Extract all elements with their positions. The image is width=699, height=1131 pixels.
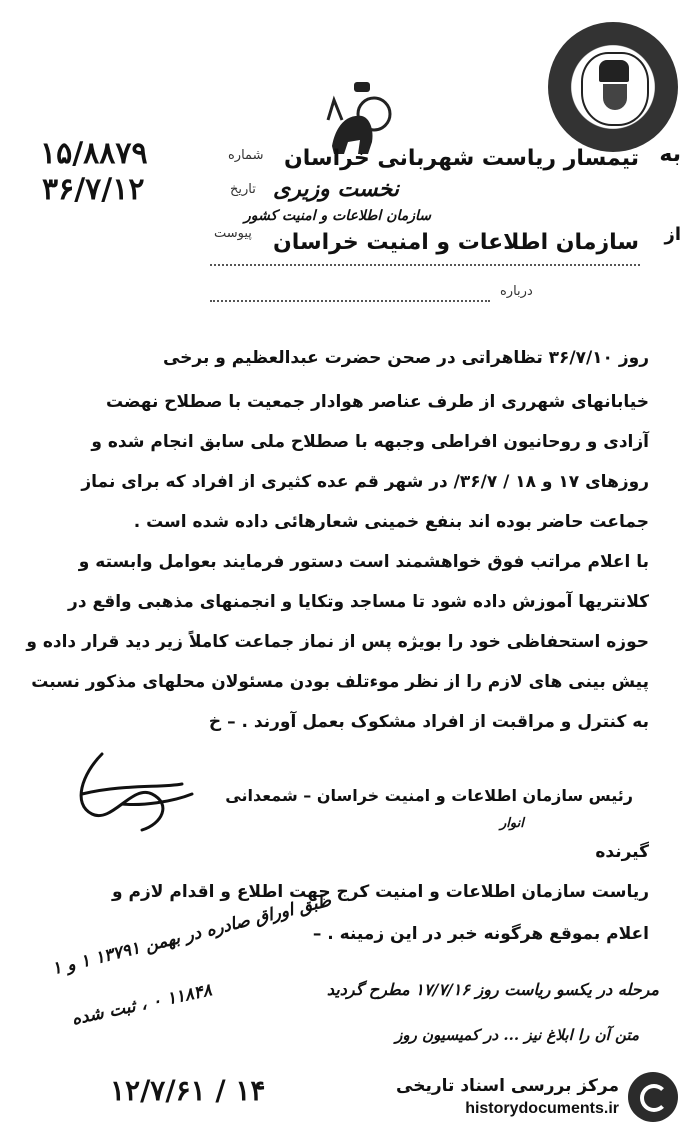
subject-label: درباره [500, 284, 533, 299]
recipients-heading: گیرنده [595, 842, 649, 862]
body-line: آزادی و روحانیون افراطی وجبهه با صطلاح ملی سابق انجام شده و [91, 432, 649, 452]
body-line: خیابانهای شهرری از طرف عناصر هوادار جمعیت با صطلاح نهضت [105, 392, 649, 412]
subject-line [210, 300, 490, 302]
sender: سازمان اطلاعات و امنیت خراسان [272, 230, 639, 255]
recipient-line: اعلام بموقع هرگونه خبر در این زمینه . – [312, 924, 649, 944]
shield-icon [603, 84, 627, 110]
number-label: شماره [228, 148, 264, 163]
from-prefix: از [664, 224, 681, 245]
body-line: روزهای ۱۷ و ۱۸ / ۳۶/۷/ در شهر قم عده کثیری از افراد که برای نماز [81, 472, 649, 492]
margin-note: ۱۱۸۴۸ ۰ ، ثبت شده [70, 980, 214, 1030]
crown-icon [599, 60, 629, 82]
body-line: پیش بینی های لازم را از نظر موءتلف بودن مسئولان محلهای مذکور نسبت [31, 672, 649, 692]
recipient-line: ریاست سازمان اطلاعات و امنیت کرج جهت اطلاع و اقدام لازم و [112, 882, 649, 902]
body-line: روز ۳۶/۷/۱۰ تظاهراتی در صحن حضرت عبدالعظیم و برخی [162, 348, 649, 368]
bottom-date: ۱۲/۷/۶۱ / ۱۴ [110, 1074, 266, 1107]
watermark-url[interactable]: historydocuments.ir [465, 1100, 619, 1117]
margin-note: مرحله در یکسو ریاست روز ۱۷/۷/۱۶ مطرح گردید [326, 980, 659, 999]
body-line: به کنترل و مراقبت از افراد مشکوک بعمل آورند . – خ [208, 712, 649, 732]
separator-line [210, 264, 640, 266]
body-line: حوزه استحفاظی خود را بویژه پس از نماز جماعت کاملاً زیر دید قرار داده و [26, 632, 649, 652]
signatory-title: رئیس سازمان اطلاعات و امنیت خراسان – شمعدانی [225, 786, 633, 805]
imperial-seal [548, 22, 678, 152]
archive-logo-icon [628, 1072, 678, 1122]
body-line: جماعت حاضر بوده اند بنفع خمینی شعارهائی داده شده است . [133, 512, 649, 532]
addressee: تیمسار ریاست شهربانی خراسان [283, 146, 639, 171]
watermark-persian: مرکز بررسی اسناد تاریخی [396, 1076, 619, 1096]
margin-note: متن آن را ابلاغ نیز ... در کمیسیون روز [395, 1026, 639, 1044]
to-prefix: به [659, 142, 681, 167]
handwritten-signature-icon [62, 744, 202, 840]
signature-scribble: انوار [500, 816, 524, 831]
date-value: ۳۶/۷/۱۲ [42, 172, 145, 207]
ministry-handwritten: نخست وزیری [273, 176, 399, 202]
number-value: ۱۵/۸۸۷۹ [40, 136, 148, 171]
seal-emblem-icon [581, 52, 649, 126]
margin-note: طبق اوراق صادره در بهمن ۱۳۷۹۱ ۱ و ۱ [50, 890, 334, 980]
attachment-label: پیوست [214, 226, 252, 241]
body-line: با اعلام مراتب فوق خواهشمند است دستور فرمایند بعوامل وابسته و [78, 552, 649, 572]
date-label: تاریخ [230, 182, 256, 197]
body-line: کلانتریها آموزش داده شود تا مساجد وتکایا و انجمنهای مذهبی واقع در [68, 592, 649, 612]
ministry-sub: سازمان اطلاعات و امنیت کشور [244, 208, 431, 224]
